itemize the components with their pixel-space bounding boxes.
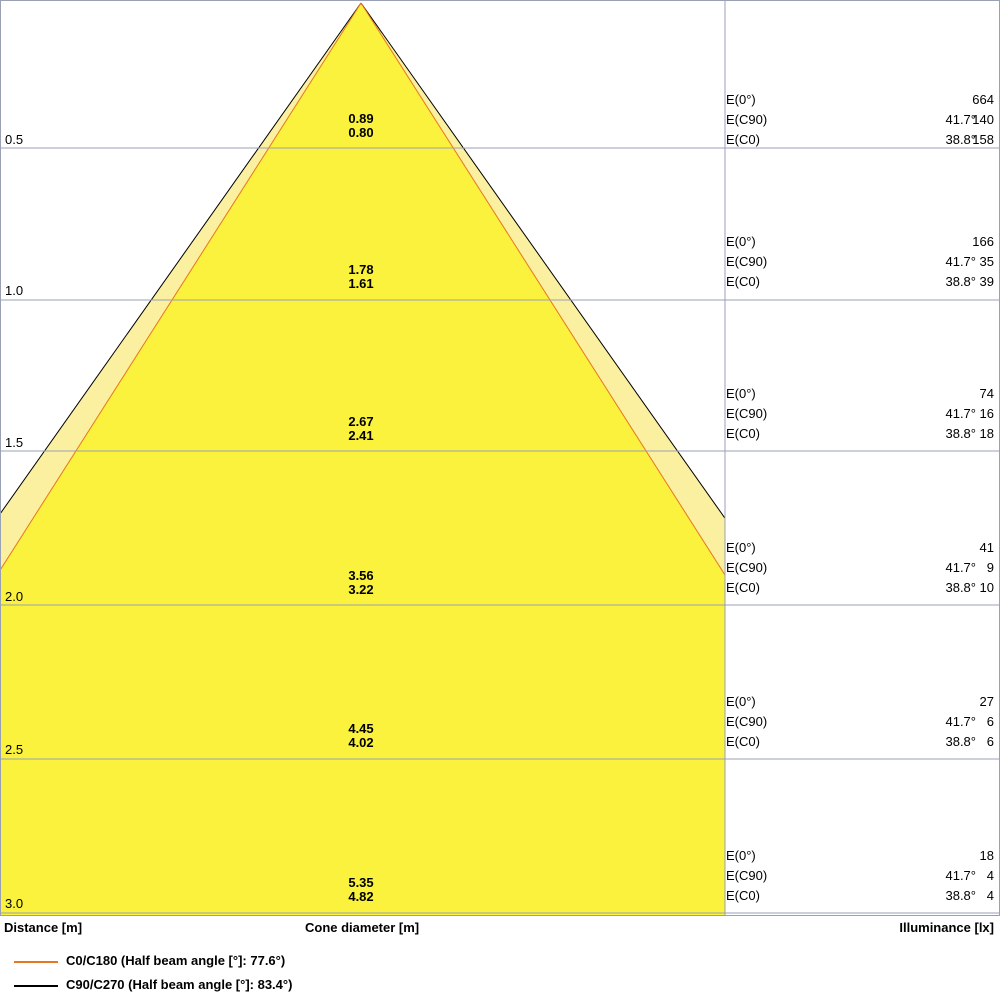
illuminance-value: 27 xyxy=(979,694,994,709)
illuminance-row-c0-0-5 xyxy=(726,130,994,150)
illuminance-value: 4 xyxy=(986,888,994,903)
illuminance-series-name: E(C90) xyxy=(726,254,768,269)
illuminance-row-center-1-5 xyxy=(726,384,994,404)
illuminance-angle: 38.8° xyxy=(945,426,976,441)
illuminance-series-name: E(0°) xyxy=(726,92,756,107)
illuminance-value: 6 xyxy=(986,714,994,729)
cone-diameter-c90-0-5: 0.89 xyxy=(348,111,374,126)
illuminance-value: 39 xyxy=(979,274,994,289)
legend-item-c0 xyxy=(0,950,1000,974)
illuminance-group-2-0 xyxy=(726,538,994,598)
cone-diameter-c90-3-0: 5.35 xyxy=(348,875,374,890)
cone-diameter-group-2-0 xyxy=(301,569,421,597)
cone-diameter-c0-2-5: 4.02 xyxy=(348,735,374,750)
cone-diameter-c90-1-0: 1.78 xyxy=(348,262,374,277)
cone-diameter-group-2-5 xyxy=(301,722,421,750)
axis-captions xyxy=(0,920,1000,942)
illuminance-value: 16 xyxy=(979,406,994,421)
illuminance-row-c0-1-0 xyxy=(726,272,994,292)
illuminance-row-center-0-5 xyxy=(726,90,994,110)
axis-label-distance: Distance [m] xyxy=(4,920,83,935)
legend-label-c0: C0/C180 (Half beam angle [°]: 77.6°) xyxy=(66,953,286,968)
illuminance-series-name: E(0°) xyxy=(726,234,756,249)
cone-diameter-group-3-0 xyxy=(301,876,421,904)
illuminance-angle: 38.8° xyxy=(945,888,976,903)
illuminance-value: 35 xyxy=(979,254,994,269)
distance-label-0-5: 0.5 xyxy=(5,132,24,147)
illuminance-angle: 41.7° xyxy=(945,406,976,421)
cone-diameter-c0-3-0: 4.82 xyxy=(348,889,374,904)
illuminance-group-0-5 xyxy=(726,90,994,150)
illuminance-series-name: E(C90) xyxy=(726,406,768,421)
distance-label-1-0: 1.0 xyxy=(5,283,24,298)
illuminance-row-c90-1-5 xyxy=(726,404,994,424)
illuminance-row-c90-0-5 xyxy=(726,110,994,130)
illuminance-series-name: E(0°) xyxy=(726,848,756,863)
illuminance-row-center-2-0 xyxy=(726,538,994,558)
illuminance-series-name: E(C0) xyxy=(726,888,760,903)
illuminance-value: 664 xyxy=(972,92,994,107)
illuminance-value: 18 xyxy=(979,426,994,441)
distance-label-2-5: 2.5 xyxy=(5,742,24,757)
illuminance-row-c0-3-0 xyxy=(726,886,994,906)
illuminance-group-1-5 xyxy=(726,384,994,444)
illuminance-group-1-0 xyxy=(726,232,994,292)
illuminance-row-c90-2-0 xyxy=(726,558,994,578)
distance-label-2-0: 2.0 xyxy=(5,589,24,604)
illuminance-row-c90-2-5 xyxy=(726,712,994,732)
axis-label-cone-diameter: Cone diameter [m] xyxy=(305,920,420,935)
illuminance-angle: 41.7° xyxy=(945,254,976,269)
legend-item-c90 xyxy=(0,974,1000,998)
illuminance-series-name: E(C0) xyxy=(726,580,760,595)
illuminance-series-name: E(C0) xyxy=(726,274,760,289)
illuminance-series-name: E(C90) xyxy=(726,112,768,127)
illuminance-value: 9 xyxy=(986,560,994,575)
illuminance-angle: 41.7° xyxy=(945,560,976,575)
illuminance-series-name: E(C90) xyxy=(726,714,768,729)
illuminance-row-center-3-0 xyxy=(726,846,994,866)
cone-diameter-c0-2-0: 3.22 xyxy=(348,582,374,597)
distance-label-1-5: 1.5 xyxy=(5,435,24,450)
illuminance-value: 158 xyxy=(972,132,994,147)
illuminance-series-name: E(C90) xyxy=(726,868,768,883)
illuminance-value: 74 xyxy=(979,386,994,401)
illuminance-value: 4 xyxy=(986,868,994,883)
illuminance-series-name: E(C0) xyxy=(726,132,760,147)
illuminance-angle: 41.7° xyxy=(945,112,976,127)
illuminance-series-name: E(C0) xyxy=(726,734,760,749)
illuminance-series-name: E(0°) xyxy=(726,386,756,401)
cone-diameter-c0-1-5: 2.41 xyxy=(348,428,374,443)
illuminance-angle: 38.8° xyxy=(945,132,976,147)
cone-diameter-c90-2-0: 3.56 xyxy=(348,568,374,583)
illuminance-value: 140 xyxy=(972,112,994,127)
axis-label-illuminance: Illuminance [lx] xyxy=(899,920,994,935)
illuminance-value: 41 xyxy=(979,540,994,555)
legend-swatch-c90-icon xyxy=(14,985,58,987)
cone-diameter-c90-1-5: 2.67 xyxy=(348,414,374,429)
illuminance-series-name: E(0°) xyxy=(726,694,756,709)
illuminance-value: 166 xyxy=(972,234,994,249)
cone-diameter-group-1-0 xyxy=(301,263,421,291)
chart-legend xyxy=(0,950,1000,998)
illuminance-row-c0-2-0 xyxy=(726,578,994,598)
illuminance-angle: 38.8° xyxy=(945,734,976,749)
illuminance-angle: 38.8° xyxy=(945,580,976,595)
distance-label-3-0: 3.0 xyxy=(5,896,24,911)
illuminance-value: 10 xyxy=(979,580,994,595)
cone-diameter-c0-1-0: 1.61 xyxy=(348,276,374,291)
illuminance-series-name: E(0°) xyxy=(726,540,756,555)
illuminance-row-center-2-5 xyxy=(726,692,994,712)
illuminance-row-c0-1-5 xyxy=(726,424,994,444)
cone-diameter-group-0-5 xyxy=(301,112,421,140)
illuminance-angle: 41.7° xyxy=(945,714,976,729)
cone-diameter-group-1-5 xyxy=(301,415,421,443)
illuminance-angle: 41.7° xyxy=(945,868,976,883)
illuminance-row-c90-3-0 xyxy=(726,866,994,886)
illuminance-row-center-1-0 xyxy=(726,232,994,252)
illuminance-angle: 38.8° xyxy=(945,274,976,289)
illuminance-value: 6 xyxy=(986,734,994,749)
illuminance-group-2-5 xyxy=(726,692,994,752)
illuminance-group-3-0 xyxy=(726,846,994,906)
illuminance-series-name: E(C90) xyxy=(726,560,768,575)
legend-swatch-c0-icon xyxy=(14,961,58,963)
illuminance-series-name: E(C0) xyxy=(726,426,760,441)
cone-diameter-c0-0-5: 0.80 xyxy=(348,125,374,140)
illuminance-value: 18 xyxy=(979,848,994,863)
illuminance-row-c90-1-0 xyxy=(726,252,994,272)
legend-label-c90: C90/C270 (Half beam angle [°]: 83.4°) xyxy=(66,977,293,992)
cone-diameter-c90-2-5: 4.45 xyxy=(348,721,374,736)
illuminance-row-c0-2-5 xyxy=(726,732,994,752)
